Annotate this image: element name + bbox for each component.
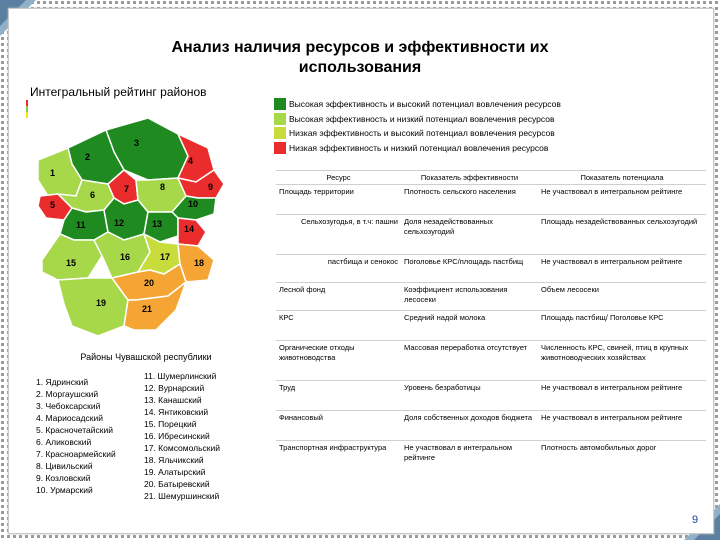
district-item: 6. Аликовский: [36, 437, 92, 447]
table-cell: Поголовье КРС/площадь пастбищ: [401, 255, 538, 283]
table-cell: Площадь незадействованных сельхозугодий: [538, 215, 706, 255]
map-label-16: 16: [120, 252, 131, 262]
header-resource: Ресурс: [276, 171, 401, 185]
table-cell: Не участвовал в интегральном рейтинге: [538, 381, 706, 411]
table-row: [276, 185, 706, 215]
map-label-10: 10: [188, 199, 199, 209]
map-label-12: 12: [114, 218, 125, 228]
district-item: 18. Яльчикский: [144, 455, 204, 465]
table-row: [276, 255, 706, 283]
table-cell: пастбища и сенокос: [276, 255, 401, 283]
table-cell: Плотность сельского населения: [401, 185, 538, 215]
legend-label: Низкая эффективность и высокий потенциал вовлечения ресурсов: [289, 128, 555, 139]
map-legend: [274, 97, 561, 155]
table-row: [276, 381, 706, 411]
district-item: 17. Комсомольский: [144, 443, 221, 453]
table-cell: Объем лесосеки: [538, 283, 706, 311]
district-item: 20. Батыревский: [144, 479, 210, 489]
district-item: 3. Чебоксарский: [36, 401, 101, 411]
map-label-5: 5: [50, 200, 56, 210]
district-item: 10. Урмарский: [36, 485, 93, 495]
district-item: 19. Алатырский: [144, 467, 206, 477]
table-cell: Не участвовал в интегральном рейтинге: [538, 411, 706, 441]
district-item: 13. Канашский: [144, 395, 202, 405]
table-cell: Не участвовал в интегральном рейтинге: [538, 255, 706, 283]
district-item: 8. Цивильский: [36, 461, 93, 471]
table-cell: Уровень безработицы: [401, 381, 538, 411]
map-label-14: 14: [184, 224, 195, 234]
table-cell: Труд: [276, 381, 401, 411]
districts-title: Районы Чувашской республики: [80, 352, 212, 362]
map-label-2: 2: [85, 152, 91, 162]
district-map: [28, 100, 244, 346]
legend-item: [274, 141, 561, 156]
map-label-3: 3: [134, 138, 140, 148]
map-label-13: 13: [152, 219, 163, 229]
map-label-18: 18: [194, 258, 205, 268]
district-item: 21. Шемуршинский: [144, 491, 220, 501]
district-item: 2. Моргаушский: [36, 389, 99, 399]
legend-item: [274, 112, 561, 127]
legend-swatch: [274, 127, 286, 139]
districts-column-1: [36, 376, 144, 502]
map-label-17: 17: [160, 252, 171, 262]
table-header-row: [276, 171, 706, 185]
table-cell: Средний надой молока: [401, 311, 538, 341]
map-region-15: [42, 234, 102, 280]
table-cell: Массовая переработка отсутствует: [401, 341, 538, 381]
map-subtitle: Интегральный рейтинг районов: [30, 85, 207, 99]
table-row: [276, 283, 706, 311]
map-label-7: 7: [124, 184, 130, 194]
header-efficiency: Показатель эффективности: [401, 171, 538, 185]
district-item: 11. Шумерлинский: [144, 371, 217, 381]
district-item: 5. Красночетайский: [36, 425, 113, 435]
map-label-15: 15: [66, 258, 77, 268]
map-label-20: 20: [144, 278, 155, 288]
legend-swatch: [274, 142, 286, 154]
district-item: 1. Ядринский: [36, 377, 89, 387]
table-cell: Доля собственных доходов бюджета: [401, 411, 538, 441]
table-cell: Плотность автомобильных дорог: [538, 441, 706, 471]
slide-title: Анализ наличия ресурсов и эффективности их использования: [171, 39, 549, 76]
table-cell: Лесной фонд: [276, 283, 401, 311]
map-label-19: 19: [96, 298, 107, 308]
table-row: [276, 311, 706, 341]
legend-swatch: [274, 98, 286, 110]
map-label-4: 4: [188, 156, 194, 166]
table-cell: КРС: [276, 311, 401, 341]
table-cell: Сельхозугодья, в т.ч: пашни: [276, 215, 401, 255]
resource-table: [276, 170, 706, 471]
district-item: 7. Красноармейский: [36, 449, 116, 459]
table-cell: Коэффициент использования лесосеки: [401, 283, 538, 311]
legend-label: Высокая эффективность и низкий потенциал вовлечения ресурсов: [289, 113, 555, 124]
table-cell: Финансовый: [276, 411, 401, 441]
legend-label: Высокая эффективность и высокий потенциал вовлечения ресурсов: [289, 99, 561, 110]
district-item: 9. Козловский: [36, 473, 91, 483]
map-label-9: 9: [208, 182, 214, 192]
table-cell: Транспортная инфраструктура: [276, 441, 401, 471]
districts-column-2: [144, 370, 244, 502]
table-row: [276, 341, 706, 381]
legend-item: [274, 97, 561, 112]
table-cell: Площадь пастбищ/ Поголовье КРС: [538, 311, 706, 341]
legend-swatch: [274, 113, 286, 125]
district-item: 15. Порецкий: [144, 419, 197, 429]
district-item: 14. Янтиковский: [144, 407, 209, 417]
page-number: 9: [692, 514, 699, 526]
map-label-6: 6: [90, 190, 96, 200]
district-item: 4. Мариосадский: [36, 413, 103, 423]
table-cell: Доля незадействованных сельхозугодий: [401, 215, 538, 255]
district-item: 16. Ибресинский: [144, 431, 210, 441]
legend-item: [274, 126, 561, 141]
table-row: [276, 215, 706, 255]
table-cell: Органические отходы животноводства: [276, 341, 401, 381]
map-label-11: 11: [76, 220, 86, 230]
table-row: [276, 411, 706, 441]
table-cell: Не участвовал в интегральном рейтинге: [538, 185, 706, 215]
table-cell: Не участвовал в интегральном рейтинге: [401, 441, 538, 471]
districts-list: [36, 352, 246, 502]
map-label-1: 1: [50, 168, 56, 178]
map-label-21: 21: [142, 304, 153, 314]
table-cell: Численность КРС, свиней, птиц в крупных животноводческих хозяйствах: [538, 341, 706, 381]
district-item: 12. Вурнарский: [144, 383, 205, 393]
table-cell: Площадь территории: [276, 185, 401, 215]
legend-label: Низкая эффективность и низкий потенциал вовлечения ресурсов: [289, 142, 549, 153]
header-potential: Показатель потенциала: [538, 171, 706, 185]
map-label-8: 8: [160, 182, 166, 192]
table-row: [276, 441, 706, 471]
